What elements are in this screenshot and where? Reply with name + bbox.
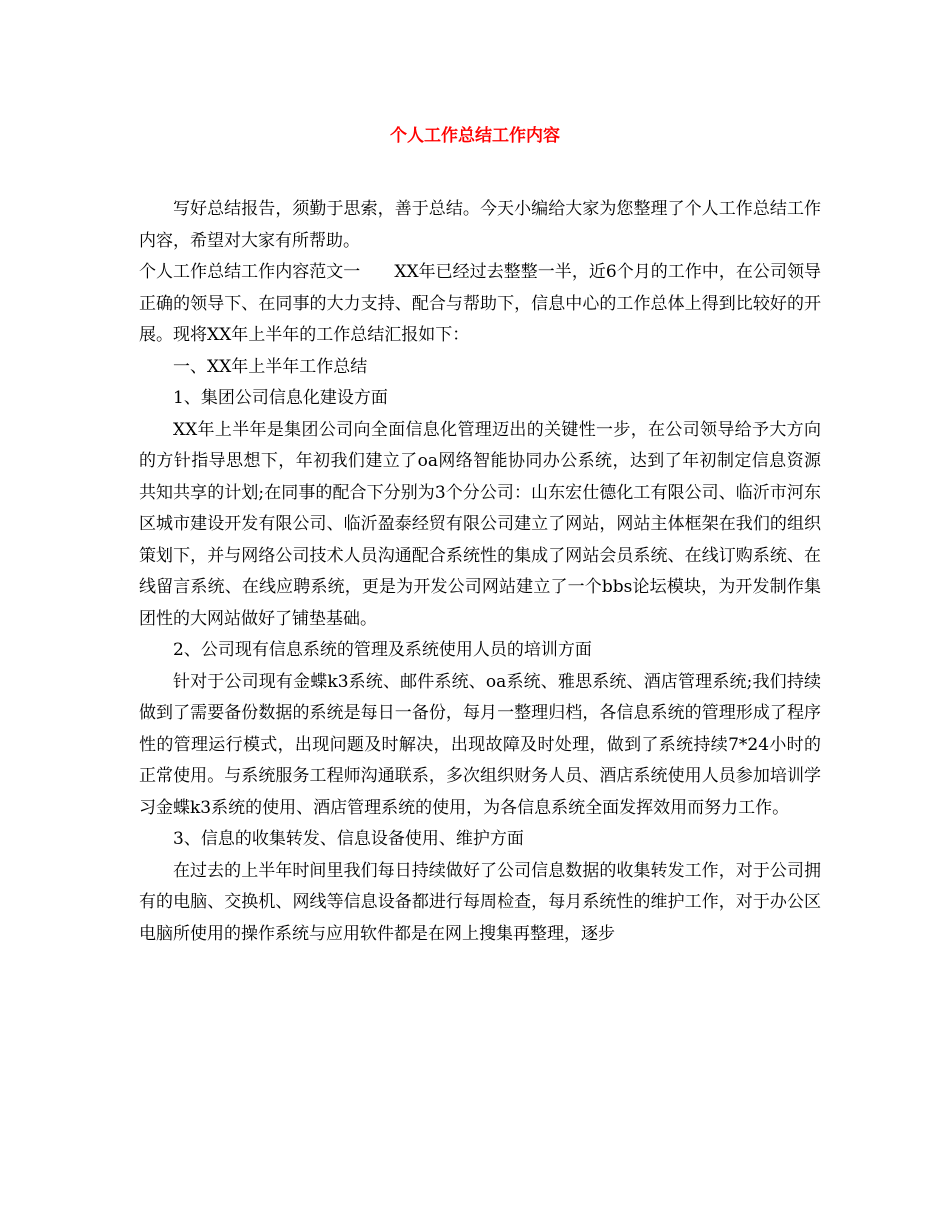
paragraph-intro: 写好总结报告，须勤于思索，善于总结。今天小编给大家为您整理了个人工作总结工作内容，希望对大家有所帮助。 [139, 199, 821, 251]
section-heading-summary: 一、XX年上半年工作总结 [173, 356, 368, 377]
paragraph-information-collection: 在过去的上半年时间里我们每日持续做好了公司信息数据的收集转发工作，对于公司拥有的电脑、交换机、网线等信息设备都进行每周检查，每月系统性的维护工作，对于办公区电脑所使用的操作系统与应用软件都是在网上搜集再整理，逐步 [139, 860, 821, 944]
paragraph-system-management: 针对于公司现有金蝶k3系统、邮件系统、oa系统、雅思系统、酒店管理系统;我们持续做到了需要备份数据的系统是每日一备份，每月一整理归档，各信息系统的管理形成了程序性的管理运行模式，出现问题及时解决，出现故障及时处理，做到了系统持续7*24小时的正常使用。与系统服务工程师沟通联系，多次组织财务人员、酒店系统使用人员参加培训学习金蝶k3系统的使用、酒店管理系统的使用，为各信息系统全面发挥效用而努力工作。 [139, 671, 821, 818]
document-title: 个人工作总结工作内容 [390, 126, 560, 146]
subheading-informatization: 1、集团公司信息化建设方面 [173, 388, 388, 408]
paragraph-informatization: XX年上半年是集团公司向全面信息化管理迈出的关键性一步，在公司领导给予大方向的方针指导思想下，年初我们建立了oa网络智能协同办公系统，达到了年初制定信息资源共知共享的计划;在同事的配合下分别为3个分公司：山东宏仕德化工有限公司、临沂市河东区城市建设开发有限公司、临沂盈泰经贸有限公司建立了网站，网站主体框架在我们的组织策划下，并与网络公司技术人员沟通配合系统性的集成了网站会员系统、在线订购系统、在线留言系统、在线应聘系统，更是为开发公司网站建立了一个bbs论坛模块，为开发制作集团性的大网站做好了铺垫基础。 [139, 419, 821, 629]
subheading-information-collection: 3、信息的收集转发、信息设备使用、维护方面 [173, 829, 524, 849]
paragraph-sample-one: 个人工作总结工作内容范文一 XX年已经过去整整一半，近6个月的工作中，在公司领导正确的领导下、在同事的大力支持、配合与帮助下，信息中心的工作总体上得到比较好的开展。现将XX年上半年的工作总结汇报如下： [139, 262, 821, 345]
document-body [139, 194, 821, 950]
subheading-system-management: 2、公司现有信息系统的管理及系统使用人员的培训方面 [173, 640, 592, 660]
